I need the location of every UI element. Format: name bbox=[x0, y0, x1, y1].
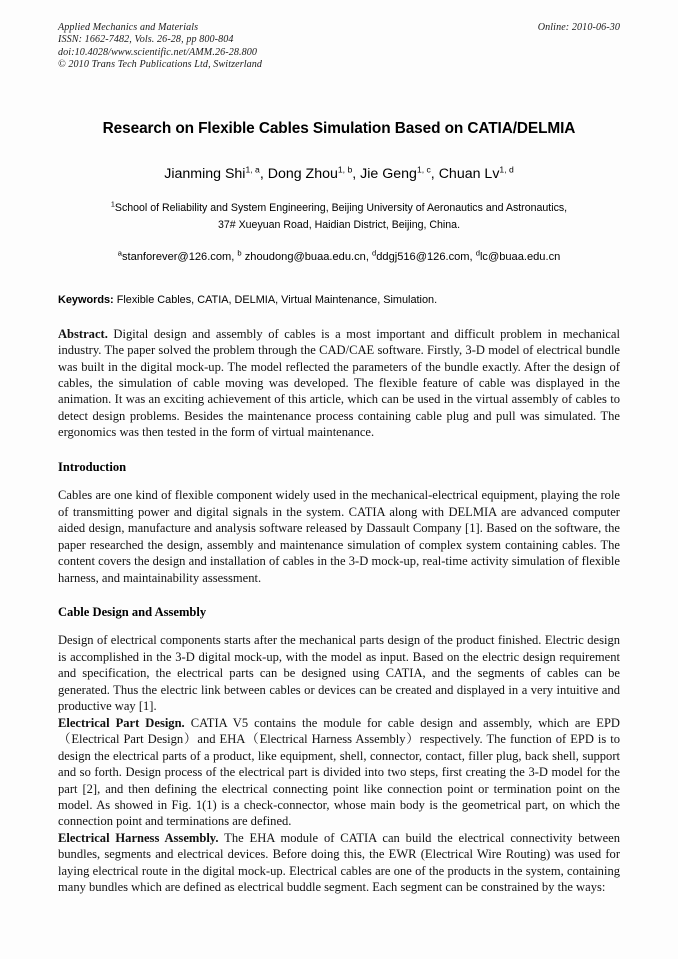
author-name: Dong Zhou bbox=[267, 165, 338, 182]
section-paragraph bbox=[58, 487, 620, 586]
paragraph-text: Cables are one kind of flexible component widely used in the mechanical-electrical equipment, playing the role of transmitting power and digital signals in the system. CATIA along with DELMIA are advanced computer aided design, manufacture and analysis software released by Dassault Company [1]. Based on the software, the paper researched the design, assembly and maintenance simulation of complex system containing cables. The content covers the design and installation of cables in the 3-D mock-up, real-time activity simulation of flexible harness, and maintainability assessment. bbox=[58, 488, 620, 585]
email-address: zhoudong@buaa.edu.cn bbox=[244, 250, 366, 263]
paragraph-text: The EHA module of CATIA can build the electrical connectivity between bundles, segments and electrical devices. Before doing this, the EWR (Electrical Wire Routing) was used for laying electrical route in the digital mock-up. Electrical cables are one of the products in the system, containing many bundles which are defined as electrical buddle segment. Each segment can be constrained by the ways: bbox=[58, 830, 621, 895]
author-name: Chuan Lv bbox=[438, 165, 500, 182]
author-list: Jianming Shi$^{1, a}$, Dong Zhou$^{1, b}$, Jie Geng$^{1, c}$, Chuan Lv$^{1, d}$ bbox=[164, 163, 514, 182]
keywords-value: Flexible Cables, CATIA, DELMIA, Virtual Maintenance, Simulation. bbox=[116, 293, 438, 306]
email-address: lc@buaa.edu.cn bbox=[479, 250, 561, 263]
author-name: Jie Geng bbox=[360, 165, 417, 182]
email-marker: d bbox=[475, 247, 480, 257]
journal-issn-line: ISSN: 1662-7482, Vols. 26-28, pp 800-804 bbox=[58, 34, 234, 46]
email-address: ddgj516@126.com bbox=[376, 250, 470, 263]
paragraph-run-in-heading: Electrical Part Design. bbox=[58, 715, 185, 730]
keywords-label: Keywords: bbox=[58, 293, 114, 306]
author-affiliation-marker: 1, a bbox=[245, 163, 260, 174]
author-affiliation-marker: 1, d bbox=[499, 163, 514, 174]
journal-copyright-line: © 2010 Trans Tech Publications Ltd, Switzerland bbox=[58, 59, 263, 71]
paper-title: Research on Flexible Cables Simulation Based on CATIA/DELMIA bbox=[102, 119, 576, 137]
affiliation-line bbox=[110, 199, 568, 214]
affiliation-block bbox=[58, 200, 620, 235]
section-heading: Introduction bbox=[58, 459, 127, 474]
section-paragraph bbox=[58, 830, 620, 896]
paragraph-text: CATIA V5 contains the module for cable design and assembly, which are EPD（Electrical Part Design）and EHA（Electrical Harness Assembly）respectively. The function of EPD is to design the electrical parts of a product, like equipment, shell, connector, contact, filler plug, back shell, support and so forth. Design process of the electrical part is divided into two steps, first creating the 3-D model for the part [2], and then defining the electrical connecting point like connection point or termination point on the model. As showed in Fig. 1(1) is a check-connector, whose main body is the geometrical part, on which the connection point and terminations are defined. bbox=[58, 715, 620, 829]
abstract-label: Abstract. bbox=[58, 326, 108, 341]
journal-name: Applied Mechanics and Materials bbox=[58, 22, 199, 33]
email-marker: d bbox=[372, 247, 377, 257]
section-paragraph bbox=[58, 632, 620, 714]
email-address: stanforever@126.com bbox=[121, 250, 232, 263]
journal-masthead bbox=[58, 22, 620, 72]
email-marker: a bbox=[117, 247, 122, 257]
email-marker: b bbox=[237, 247, 242, 257]
section-heading: Cable Design and Assembly bbox=[58, 604, 207, 619]
author-affiliation-marker: 1, b bbox=[337, 163, 353, 174]
body-sections bbox=[58, 459, 620, 896]
publication-online-date: Online: 2010-06-30 bbox=[537, 22, 620, 33]
affiliation-address: 37# Xueyuan Road, Haidian District, Beijing, China. bbox=[217, 219, 461, 232]
keywords-line bbox=[58, 293, 620, 308]
section-paragraph bbox=[58, 715, 620, 830]
author-name: Jianming Shi bbox=[164, 165, 246, 182]
affiliation-marker: 1 bbox=[110, 199, 115, 209]
author-affiliation-marker: 1, c bbox=[416, 163, 431, 174]
abstract-paragraph bbox=[58, 326, 620, 441]
abstract-text: Digital design and assembly of cables is a most important and difficult problem in mechanical industry. The paper solved the problem through the CAD/CAE software. Firstly, 3-D model of electrical bundle was built in the digital mock-up. The model reflected the parameters of the bundle exactly. After the design of cables, the simulation of cable moving was developed. The flexible feature of cable was displayed in the animation. It was an exciting achievement of this article, which can be used in the virtual assembly of cables to detect design problems. Besides the maintenance process containing cable plug and pull was simulated. The ergonomics was then tested in the form of virtual maintenance. bbox=[58, 326, 620, 440]
email-list: $^a$stanforever@126.com, $^b$ zhoudong@buaa.edu.cn, $^d$ddgj516@126.com, $^d$lc@buaa.edu.cn bbox=[117, 247, 561, 263]
affiliation-institution: School of Reliability and System Engineering, Beijing University of Aeronautics and Astronautics, bbox=[114, 201, 568, 214]
paragraph-text: Design of electrical components starts after the mechanical parts design of the product finished. Electric design is accomplished in the 3-D digital mock-up, with the model as input. Based on the electric design requirement and specification, the electrical parts can be designed using CATIA, and the segments of cables can be generated. Thus the electric link between cables or devices can be created and displayed in a very intuitive and productive way [1]. bbox=[58, 633, 620, 714]
paragraph-run-in-heading: Electrical Harness Assembly. bbox=[58, 830, 219, 845]
journal-doi-line: doi:10.4028/www.scientific.net/AMM.26-28.800 bbox=[58, 46, 258, 58]
